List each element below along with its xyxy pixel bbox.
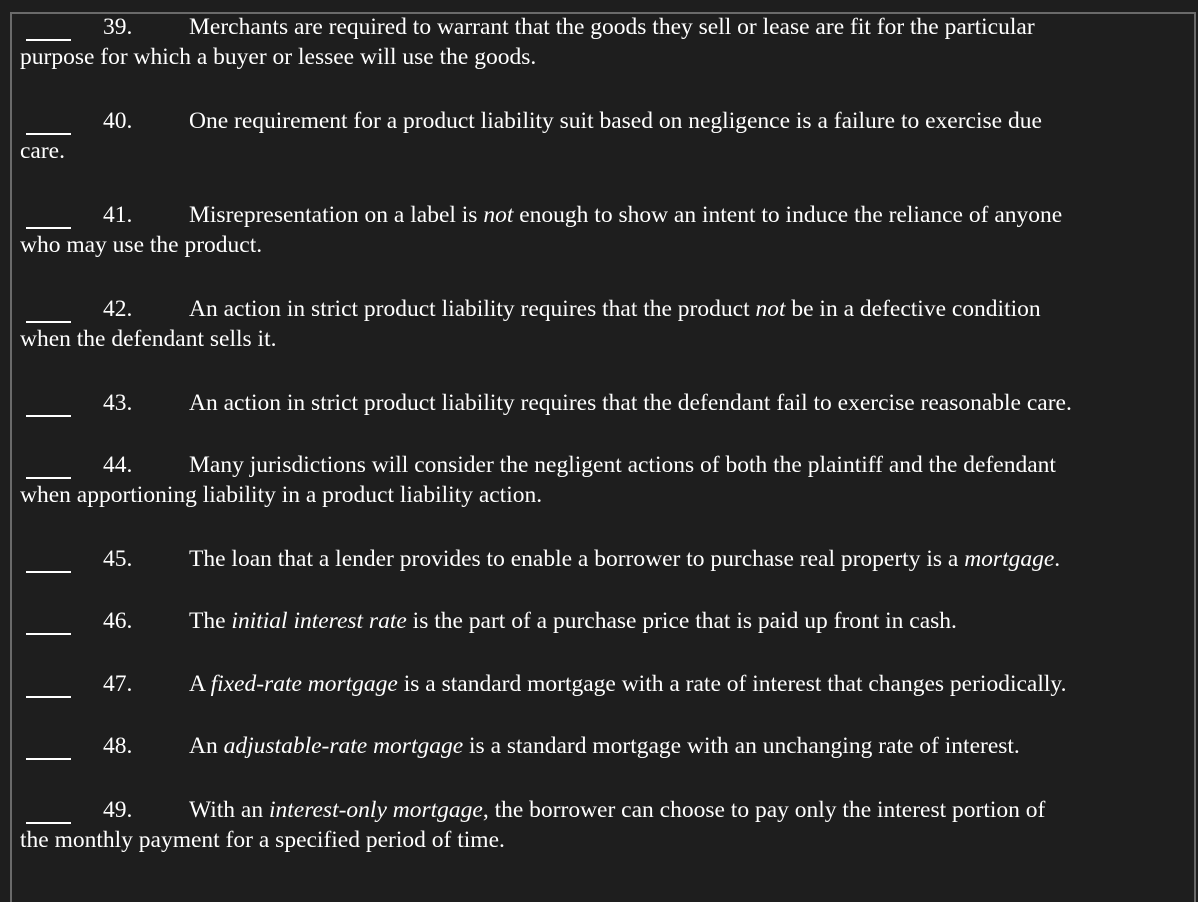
question-number: 40. <box>103 108 133 134</box>
statement-text: The <box>189 608 232 634</box>
question-number: 44. <box>103 452 133 478</box>
question-statement-continuation <box>20 324 276 355</box>
statement-text: With an <box>189 797 269 823</box>
answer-blank[interactable] <box>26 133 71 135</box>
statement-text: Misrepresentation on a label is <box>189 202 484 228</box>
emphasized-text: adjustable-rate mortgage <box>223 733 464 759</box>
statement-text: enough to show an intent to induce the reliance of anyone <box>513 202 1063 228</box>
question-statement <box>189 200 1062 231</box>
answer-blank[interactable] <box>26 227 71 229</box>
statement-text: be in a defective condition <box>785 296 1041 322</box>
question-statement-continuation <box>20 825 505 856</box>
statement-text: is a standard mortgage with an unchanging rate of interest. <box>463 733 1020 759</box>
question-statement <box>189 731 1020 762</box>
question-number: 45. <box>103 546 133 572</box>
question-number: 42. <box>103 296 133 322</box>
statement-text: Merchants are required to warrant that the goods they sell or lease are fit for the particular <box>189 14 1035 40</box>
question-statement <box>189 12 1035 43</box>
statement-text: purpose for which a buyer or lessee will use the goods. <box>20 44 537 70</box>
statement-text: An action in strict product liability requires that the defendant fail to exercise reasonable care. <box>189 390 1072 416</box>
emphasized-text: mortgage <box>964 546 1055 572</box>
question-statement <box>189 795 1045 826</box>
answer-blank[interactable] <box>26 696 71 698</box>
question-number: 39. <box>103 14 133 40</box>
question-statement-continuation <box>20 480 542 511</box>
question-number: 49. <box>103 797 133 823</box>
statement-text: Many jurisdictions will consider the negligent actions of both the plaintiff and the defendant <box>189 452 1056 478</box>
statement-text: when the defendant sells it. <box>20 326 277 352</box>
question-statement-continuation <box>20 136 65 167</box>
question-number: 47. <box>103 671 133 697</box>
answer-blank[interactable] <box>26 822 71 824</box>
statement-text: is a standard mortgage with a rate of interest that changes periodically. <box>397 671 1067 697</box>
question-statement <box>189 294 1041 325</box>
question-statement-continuation <box>20 42 536 73</box>
question-number: 43. <box>103 390 133 416</box>
answer-blank[interactable] <box>26 477 71 479</box>
statement-text: , the borrower can choose to pay only the interest portion of <box>482 797 1046 823</box>
question-number: 46. <box>103 608 133 634</box>
answer-blank[interactable] <box>26 633 71 635</box>
answer-blank[interactable] <box>26 39 71 41</box>
statement-text: care. <box>20 138 65 164</box>
answer-blank[interactable] <box>26 571 71 573</box>
statement-text: One requirement for a product liability suit based on negligence is a failure to exercise due <box>189 108 1042 134</box>
statement-text: is the part of a purchase price that is paid up front in cash. <box>406 608 957 634</box>
question-statement <box>189 544 1060 575</box>
statement-text: the monthly payment for a specified period of time. <box>20 827 505 853</box>
question-number: 41. <box>103 202 133 228</box>
question-statement <box>189 106 1042 137</box>
emphasized-text: not <box>483 202 514 228</box>
answer-blank[interactable] <box>26 758 71 760</box>
statement-text: who may use the product. <box>20 232 263 258</box>
statement-text: An action in strict product liability requires that the product <box>189 296 756 322</box>
statement-text: The loan that a lender provides to enable a borrower to purchase real property is a <box>189 546 965 572</box>
statement-text: . <box>1054 546 1061 572</box>
emphasized-text: initial interest rate <box>231 608 407 634</box>
question-statement <box>189 450 1056 481</box>
emphasized-text: not <box>755 296 786 322</box>
question-statement <box>189 669 1067 700</box>
answer-blank[interactable] <box>26 415 71 417</box>
statement-text: A <box>189 671 211 697</box>
emphasized-text: fixed-rate mortgage <box>210 671 398 697</box>
statement-text: An <box>189 733 224 759</box>
question-number: 48. <box>103 733 133 759</box>
emphasized-text: interest-only mortgage <box>268 797 483 823</box>
question-statement <box>189 606 957 637</box>
question-statement-continuation <box>20 230 262 261</box>
answer-blank[interactable] <box>26 321 71 323</box>
statement-text: when apportioning liability in a product liability action. <box>20 482 543 508</box>
question-statement <box>189 388 1072 419</box>
